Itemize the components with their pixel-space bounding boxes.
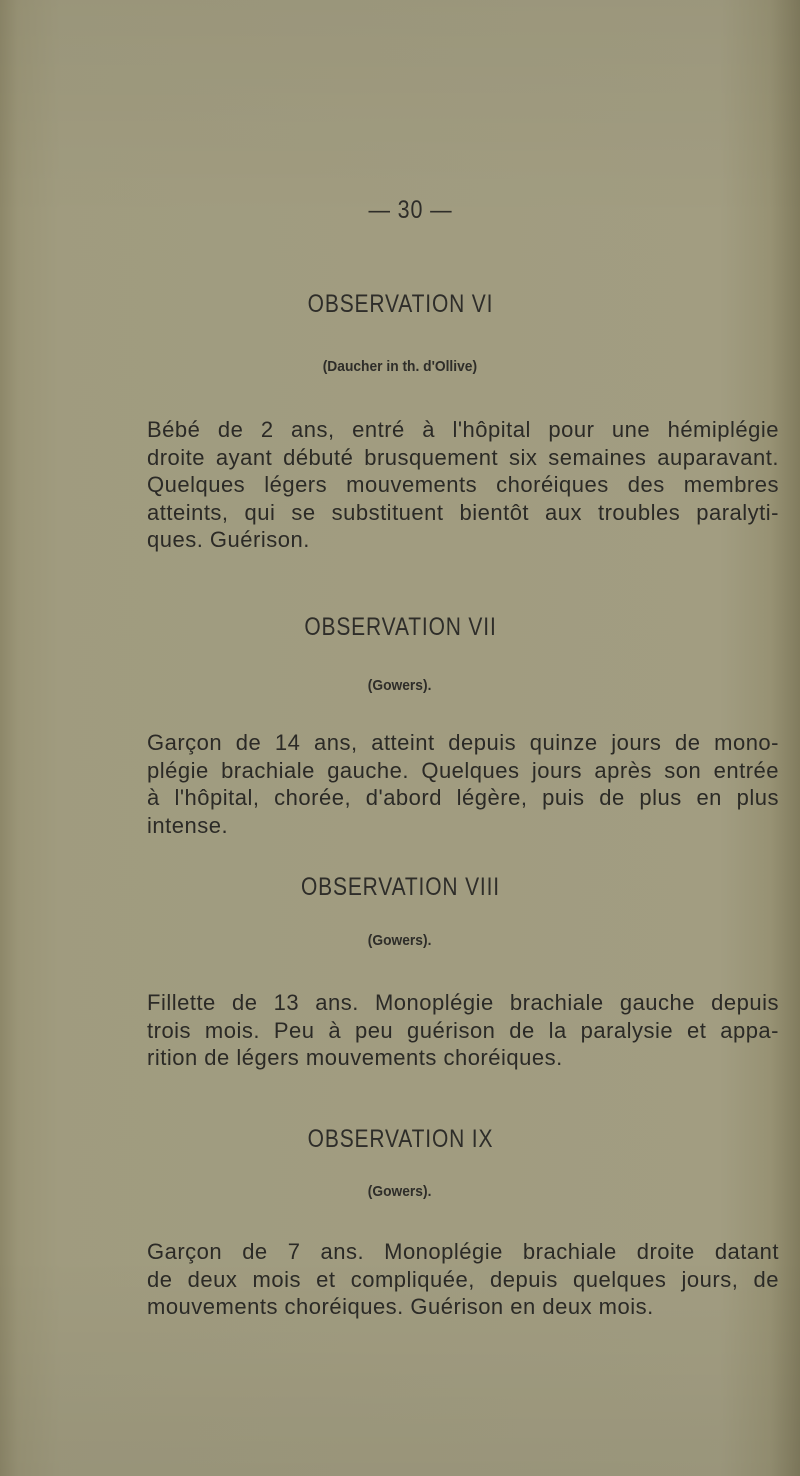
observation-source [0, 677, 800, 694]
observation-source-text: (Gowers). [368, 932, 432, 949]
paragraph-line: trois mois. Peu à peu guérison de la paralysie et appa- [147, 1017, 779, 1043]
observation-paragraph [147, 989, 779, 1072]
paragraph-line: intense. [147, 812, 229, 838]
observation-heading [0, 1125, 800, 1154]
observation-paragraph [147, 729, 779, 839]
paragraph-line: Quelques légers mouvements choréiques des membres [147, 472, 779, 497]
observation-heading [0, 290, 800, 319]
observation-heading-text: OBSERVATION IX [307, 1125, 493, 1153]
page-number: — 30 — [368, 196, 453, 224]
paragraph-line: Bébé de 2 ans, entré à l'hôpital pour une hémiplégie [147, 417, 779, 442]
paragraph-line: plégie brachiale gauche. Quelques jours après son entrée [147, 757, 779, 783]
paragraph-line: atteints, qui se substituent bientôt aux troubles paralyti- [147, 499, 779, 525]
observation-source [0, 1183, 800, 1200]
observation-paragraph [147, 1238, 779, 1321]
observation-heading [0, 873, 800, 902]
observation-source [0, 932, 800, 949]
observation-source-text: (Gowers). [368, 677, 432, 694]
paragraph-line: mouvements choréiques. Guérison en deux mois. [147, 1294, 654, 1319]
observation-source [0, 358, 800, 375]
observation-heading [0, 613, 800, 642]
paragraph-line: ques. Guérison. [147, 527, 310, 552]
paragraph-line: à l'hôpital, chorée, d'abord légère, puis de plus en plus [147, 785, 779, 810]
observation-source-text: (Gowers). [368, 1183, 432, 1200]
observation-heading-text: OBSERVATION VII [303, 613, 497, 641]
paragraph-line: rition de légers mouvements choréiques. [147, 1045, 563, 1070]
observation-heading-text: OBSERVATION VI [307, 290, 493, 318]
observation-heading-text: OBSERVATION VIII [300, 873, 500, 901]
paragraph-line: Garçon de 14 ans, atteint depuis quinze jours de mono- [147, 730, 779, 755]
observation-paragraph [147, 416, 779, 554]
observation-source-text: (Daucher in th. d'Ollive) [322, 358, 478, 375]
paragraph-line: Fillette de 13 ans. Monoplégie brachiale gauche depuis [147, 990, 779, 1015]
paragraph-line: de deux mois et compliquée, depuis quelques jours, de [147, 1266, 779, 1292]
paragraph-line: Garçon de 7 ans. Monoplégie brachiale droite datant [147, 1239, 779, 1264]
paragraph-line: droite ayant débuté brusquement six semaines auparavant. [147, 444, 779, 470]
